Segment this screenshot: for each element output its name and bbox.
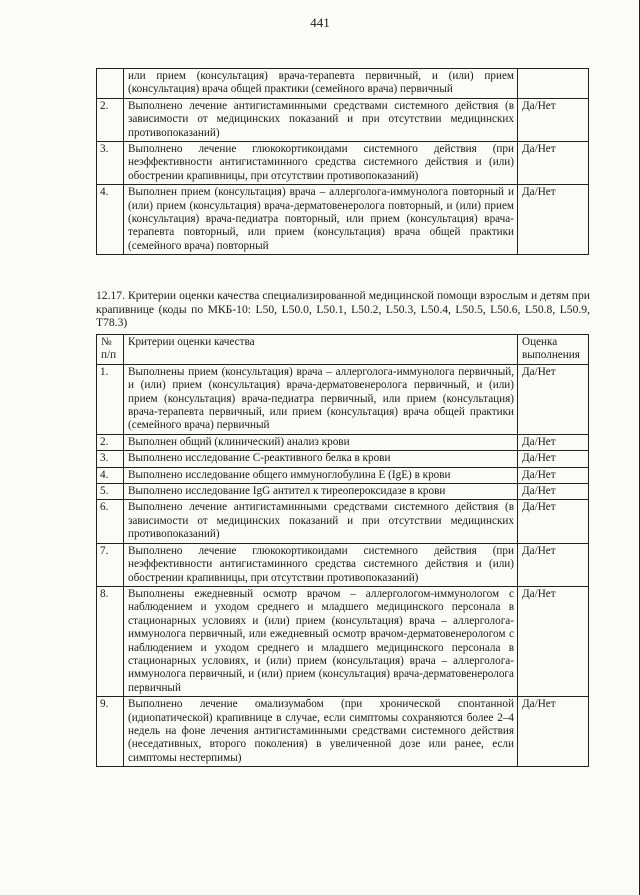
row-number xyxy=(97,69,124,99)
row-number: 5. xyxy=(97,484,124,500)
score-cell: Да/Нет xyxy=(518,364,589,434)
criterion-text: Выполнено лечение антигистаминными средствами системного действия (в зависимости от медицинских показаний и при отсутствии медицинских противопоказаний) xyxy=(124,98,518,141)
table-row xyxy=(97,467,589,483)
score-cell xyxy=(518,69,589,99)
table-row xyxy=(97,185,589,255)
table-row xyxy=(97,364,589,434)
score-cell: Да/Нет xyxy=(518,434,589,450)
table-row xyxy=(97,98,589,141)
row-number: 4. xyxy=(97,467,124,483)
score-cell: Да/Нет xyxy=(518,500,589,543)
score-cell: Да/Нет xyxy=(518,185,589,255)
row-number: 7. xyxy=(97,543,124,586)
table-row xyxy=(97,500,589,543)
section-heading: 12.17. Критерии оценки качества специализированной медицинской помощи взрослым и детям при крапивнице (коды по МКБ-10: L50, L50.0, L50.1, L50.2, L50.3, L50.4, L50.5, L50.6, L50.8, L50.9, T78.3) xyxy=(96,289,590,330)
table-row xyxy=(97,434,589,450)
criterion-text: Выполнен прием (консультация) врача – аллерголога-иммунолога повторный и (или) прием (консультация) врача-дерматовенеролога повторный, и (или) прием (консультация) врача-педиатра повторный, или прием (консультация) врача-терапевта повторный, или прием (консультация) врача общей практики (семейного врача) повторный xyxy=(124,185,518,255)
criterion-text: Выполнено лечение глюкокортикоидами системного действия (при неэффективности антигистаминного средства системного действия и (или) обострении крапивницы, при отсутствии противопоказаний) xyxy=(124,543,518,586)
table-row xyxy=(97,543,589,586)
criterion-text: Выполнено лечение омализумабом (при хронической спонтанной (идиопатической) крапивнице в случае, если симптомы сохраняются более 2–4 недель на фоне лечения антигистаминными средствами системного действия (неседативных, второго поколения) в увеличенной дозе или ранее, если симптомы нестерпимы) xyxy=(124,697,518,767)
criterion-text: Выполнен общий (клинический) анализ крови xyxy=(124,434,518,450)
table-row xyxy=(97,586,589,696)
column-header-score: Оценка выполнения xyxy=(518,335,589,365)
score-cell: Да/Нет xyxy=(518,543,589,586)
row-number: 3. xyxy=(97,142,124,185)
column-header-criteria: Критерии оценки качества xyxy=(124,335,518,365)
criterion-text: Выполнено лечение антигистаминными средствами системного действия (в зависимости от медицинских показаний и при отсутствии медицинских противопоказаний) xyxy=(124,500,518,543)
score-cell: Да/Нет xyxy=(518,586,589,696)
score-cell: Да/Нет xyxy=(518,451,589,467)
score-cell: Да/Нет xyxy=(518,98,589,141)
table-row xyxy=(97,451,589,467)
criterion-text: Выполнено лечение глюкокортикоидами системного действия (при неэффективности антигистаминного средства системного действия и (или) обострении крапивницы, при отсутствии противопоказаний) xyxy=(124,142,518,185)
table-header-row xyxy=(97,335,589,365)
score-cell: Да/Нет xyxy=(518,484,589,500)
table-row xyxy=(97,69,589,99)
row-number: 1. xyxy=(97,364,124,434)
table-row xyxy=(97,484,589,500)
score-cell: Да/Нет xyxy=(518,467,589,483)
criteria-table-continued xyxy=(96,68,589,255)
page-number: 441 xyxy=(310,15,330,30)
row-number: 4. xyxy=(97,185,124,255)
row-number: 3. xyxy=(97,451,124,467)
row-number: 8. xyxy=(97,586,124,696)
row-number: 2. xyxy=(97,434,124,450)
table-row xyxy=(97,697,589,767)
criterion-text: Выполнено исследование общего иммуноглобулина E (IgE) в крови xyxy=(124,467,518,483)
row-number: 2. xyxy=(97,98,124,141)
row-number: 9. xyxy=(97,697,124,767)
criterion-text: Выполнены ежедневный осмотр врачом – аллергологом-иммунологом с наблюдением и уходом среднего и младшего медицинского персонала в стационарных условиях и (или) прием (консультация) врача – аллерголога-иммунолога первичный, или ежедневный осмотр врачом-дерматовенерологом с наблюдением и уходом среднего и младшего медицинского персонала в стационарных условиях, и (или) прием (консультация) врача – аллерголога-иммунолога первичный, и (или) прием (консультация) врача-дерматовенеролога первичный xyxy=(124,586,518,696)
score-cell: Да/Нет xyxy=(518,697,589,767)
score-cell: Да/Нет xyxy=(518,142,589,185)
criterion-text: Выполнены прием (консультация) врача – аллерголога-иммунолога первичный, и (или) прием (консультация) врача-дерматовенеролога первичный, и (или) прием (консультация) врача-педиатра первичный, или прием (консультация) врача-терапевта первичный, или прием (консультация) врача общей практики (семейного врача) первичный xyxy=(124,364,518,434)
column-header-number: № п/п xyxy=(97,335,124,365)
criterion-text: Выполнено исследование IgG антител к тиреопероксидазе в крови xyxy=(124,484,518,500)
table-row xyxy=(97,142,589,185)
criterion-text: Выполнено исследование С-реактивного белка в крови xyxy=(124,451,518,467)
row-number: 6. xyxy=(97,500,124,543)
criterion-text: или прием (консультация) врача-терапевта первичный, и (или) прием (консультация) врача общей практики (семейного врача) первичный xyxy=(124,69,518,99)
criteria-table xyxy=(96,334,589,767)
